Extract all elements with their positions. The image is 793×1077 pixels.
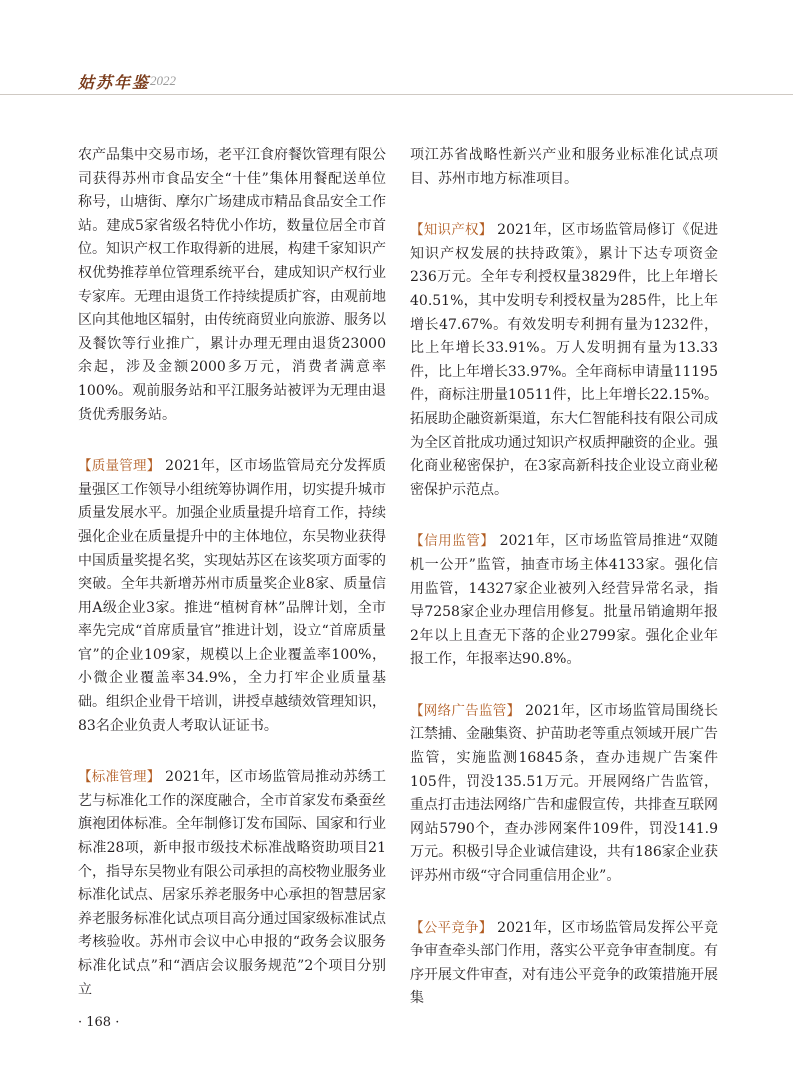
section-text: 2021年，区市场监管局推进“双随机一公开”监管，抽查市场主体4133家。强化信用监管，14327家企业被列入经营异常名录，指导7258家企业办理信用修复。批量吊销逾期年报2年以上且查无下落的企业2799家。强化企业年报工作，年报率达90.8%。	[410, 533, 718, 668]
section-tag: 【质量管理】	[78, 458, 161, 475]
section-text: 2021年，区市场监管局推动苏绣工艺与标准化工作的深度融合，全市首家发布桑蚕丝旗袍团体标准。全年制修订发布国际、国家和行业标准28项，新申报市级技术标准战略资助项目21个，指导东吴物业有限公司承担的高校物业服务业标准化试点、居家乐养老服务中心承担的智慧居家养老服务标准化试点项目高分通过国家级标准试点考核验收。苏州市会议中心申报的“政务会议服务标准化试点”和“酒店会议服务规范”2个项目分别立	[78, 769, 386, 998]
section-online-ad-supervision	[410, 700, 718, 889]
section-tag: 【公平竞争】	[410, 919, 493, 936]
section-tag: 【网络广告监管】	[410, 702, 521, 719]
section-quality-management	[78, 455, 386, 738]
paragraph-intro: 农产品集中交易市场，老平江食府餐饮管理有限公司获得苏州市食品安全“十佳”集体用餐配送单位称号，山塘街、摩尔广场建成市精品食品安全工作站。建成5家省级名特优小作坊，数量位居全市首位。知识产权工作取得新的进展，构建千家知识产权优势推荐单位管理系统平台，建成知识产权行业专家库。无理由退货工作持续提质扩容，由观前地区向其他地区辐射，由传统商贸业向旅游、服务以及餐饮等行业推广，累计办理无理由退货23000余起，涉及金额2000多万元，消费者满意率100%。观前服务站和平江服务站被评为无理由退货优秀服务站。	[78, 147, 386, 423]
section-fair-competition	[410, 917, 718, 1011]
section-text: 2021年，区市场监管局发挥公平竞争审查牵头部门作用，落实公平竞争审查制度。有序开展文件审查，对有违公平竞争的政策措施开展集	[410, 919, 718, 1007]
page-header	[0, 0, 793, 95]
section-intellectual-property	[410, 219, 718, 502]
section-text: 2021年，区市场监管局围绕长江禁捕、金融集资、护苗助老等重点领域开展广告监管，实施监测16845条，查办违规广告案件105件，罚没135.51万元。开展网络广告监管，重点打击违法网络广告和虚假宣传，共排查互联网网站5790个，查办涉网案件109件，罚没141.9万元。积极引导企业诚信建设，共有186家企业获评苏州市级“守合同重信用企业”。	[410, 702, 718, 885]
yearbook-title: 姑苏年鉴	[78, 73, 151, 92]
right-column	[410, 144, 718, 1039]
section-tag: 【标准管理】	[78, 769, 161, 786]
paragraph-continued: 项江苏省战略性新兴产业和服务业标准化试点项目、苏州市地方标准项目。	[410, 147, 718, 187]
section-credit-supervision	[410, 530, 718, 672]
page-number: · 168 ·	[78, 1015, 120, 1030]
section-tag: 【知识产权】	[410, 222, 493, 239]
section-text: 2021年，区市场监管局充分发挥质量强区工作领导小组统筹协调作用，切实提升城市质量发展水平。加强企业质量提升培育工作，持续强化企业在质量提升中的主体地位，东吴物业获得中国质量奖提名奖，实现姑苏区在该奖项方面零的突破。全年共新增苏州市质量奖企业8家、质量信用A级企业3家。推进“植树育林”品牌计划，全市率先完成“首席质量官”推进计划，设立“首席质量官”的企业109家，规模以上企业覆盖率100%，小微企业覆盖率34.9%，全力打牢企业质量基础。组织企业骨干培训，讲授卓越绩效管理知识，83名企业负责人考取认证证书。	[78, 458, 386, 734]
section-standard-management	[78, 766, 386, 1002]
section-tag: 【信用监管】	[410, 533, 495, 550]
left-column	[78, 144, 386, 1030]
yearbook-year: 2022	[150, 73, 176, 88]
header-rule	[0, 94, 793, 95]
section-text: 2021年，区市场监管局修订《促进知识产权发展的扶持政策》，累计下达专项资金236万元。全年专利授权量3829件，比上年增长40.51%，其中发明专利授权量为285件，比上年增长47.67%。有效发明专利拥有量为1232件，比上年增长33.91%。万人发明拥有量为13.33件，比上年增长33.97%。全年商标申请量11195件，商标注册量10511件，比上年增长22.15%。拓展助企融资新渠道，东大仁智能科技有限公司成为全区首批成功通过知识产权质押融资的企业。强化商业秘密保护，在3家高新科技企业设立商业秘密保护示范点。	[410, 222, 718, 498]
